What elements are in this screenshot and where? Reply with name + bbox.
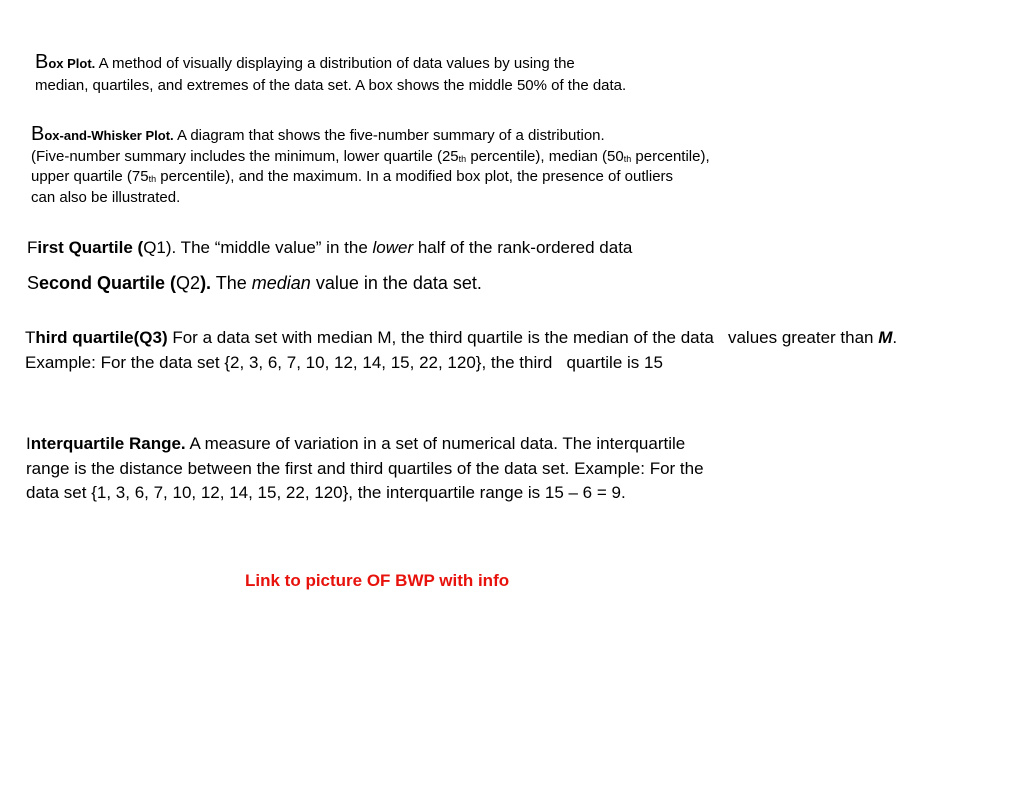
q3-text-1: For a data set with median M, the third quartile is the median of the data values greater than (167, 328, 879, 347)
ordinal-suffix: th (148, 174, 157, 184)
q2-text-a: The (211, 273, 252, 293)
q3-text-2: Example: For the data set {2, 3, 6, 7, 10, 12, 14, 15, 22, 120}, the third quartile is 15 (25, 353, 663, 372)
bwp-text-2c: percentile), (631, 147, 710, 165)
bwp-line-2 (31, 147, 710, 168)
bwp-initial: B (31, 123, 45, 145)
q1-term: irst Quartile ( (37, 238, 144, 257)
ordinal-suffix: th (623, 153, 632, 164)
third-quartile-definition (25, 325, 897, 375)
box-plot-initial: B (35, 51, 49, 73)
bwp-picture-link[interactable]: Link to picture OF BWP with info (245, 571, 510, 590)
q1-text: Q1). The “middle value” in the (143, 238, 373, 257)
iqr-text-3: data set {1, 3, 6, 7, 10, 12, 14, 15, 22, 120}, the interquartile range is 15 – 6 = 9. (26, 483, 626, 502)
first-quartile-definition (27, 236, 632, 260)
box-and-whisker-definition (31, 124, 710, 208)
second-quartile-definition (27, 270, 482, 296)
box-plot-text-2: median, quartiles, and extremes of the data set. A box shows the middle 50% of the data. (35, 77, 627, 94)
iqr-text-1: A measure of variation in a set of numerical data. The interquartile (185, 434, 686, 453)
bwp-line-3 (31, 167, 710, 188)
q2-emphasis: median (251, 273, 311, 293)
box-plot-definition (35, 51, 626, 97)
q3-term: hird quartile(Q3) (35, 328, 168, 347)
bwp-text-4: can also be illustrated. (31, 188, 181, 206)
ordinal-suffix: th (458, 153, 467, 164)
q3-initial: T (25, 328, 36, 347)
q3-period: . (892, 328, 898, 347)
q1-initial: F (27, 238, 38, 257)
box-plot-text-1: A method of visually displaying a distribution of data values by using the (95, 55, 575, 72)
q2-text-b: value in the data set. (310, 273, 482, 293)
q3-line-1 (25, 325, 897, 350)
bwp-text-3b: percentile), and the maximum. In a modified box plot, the presence of outliers (156, 168, 674, 185)
iqr-text-2: range is the distance between the first and third quartiles of the data set. Example: For the (26, 458, 704, 478)
q1-text-rest: half of the rank-ordered data (413, 238, 633, 257)
bwp-term: ox-and-Whisker Plot. (44, 128, 174, 143)
bwp-line-1 (31, 124, 710, 147)
iqr-initial: I (26, 434, 31, 453)
iqr-line-1 (26, 432, 704, 457)
bwp-text-1: A diagram that shows the five-number summary of a distribution. (173, 127, 605, 144)
interquartile-range-definition (26, 432, 704, 506)
q2-abbr: Q2 (176, 273, 201, 293)
q2-initial: S (27, 273, 40, 293)
iqr-term: nterquartile Range. (30, 434, 186, 453)
bwp-text-3a: upper quartile (75 (31, 168, 149, 185)
bwp-text-2b: percentile), median (50 (466, 147, 624, 165)
q3-variable: M (878, 328, 893, 347)
q2-term: econd Quartile ( (39, 273, 177, 293)
q2-close: ). (200, 273, 212, 293)
bwp-text-2a: (Five-number summary includes the minimum, lower quartile (25 (31, 147, 459, 165)
q1-emphasis: lower (372, 238, 414, 257)
box-plot-line-1 (35, 51, 626, 75)
box-plot-term: ox Plot. (48, 56, 96, 71)
